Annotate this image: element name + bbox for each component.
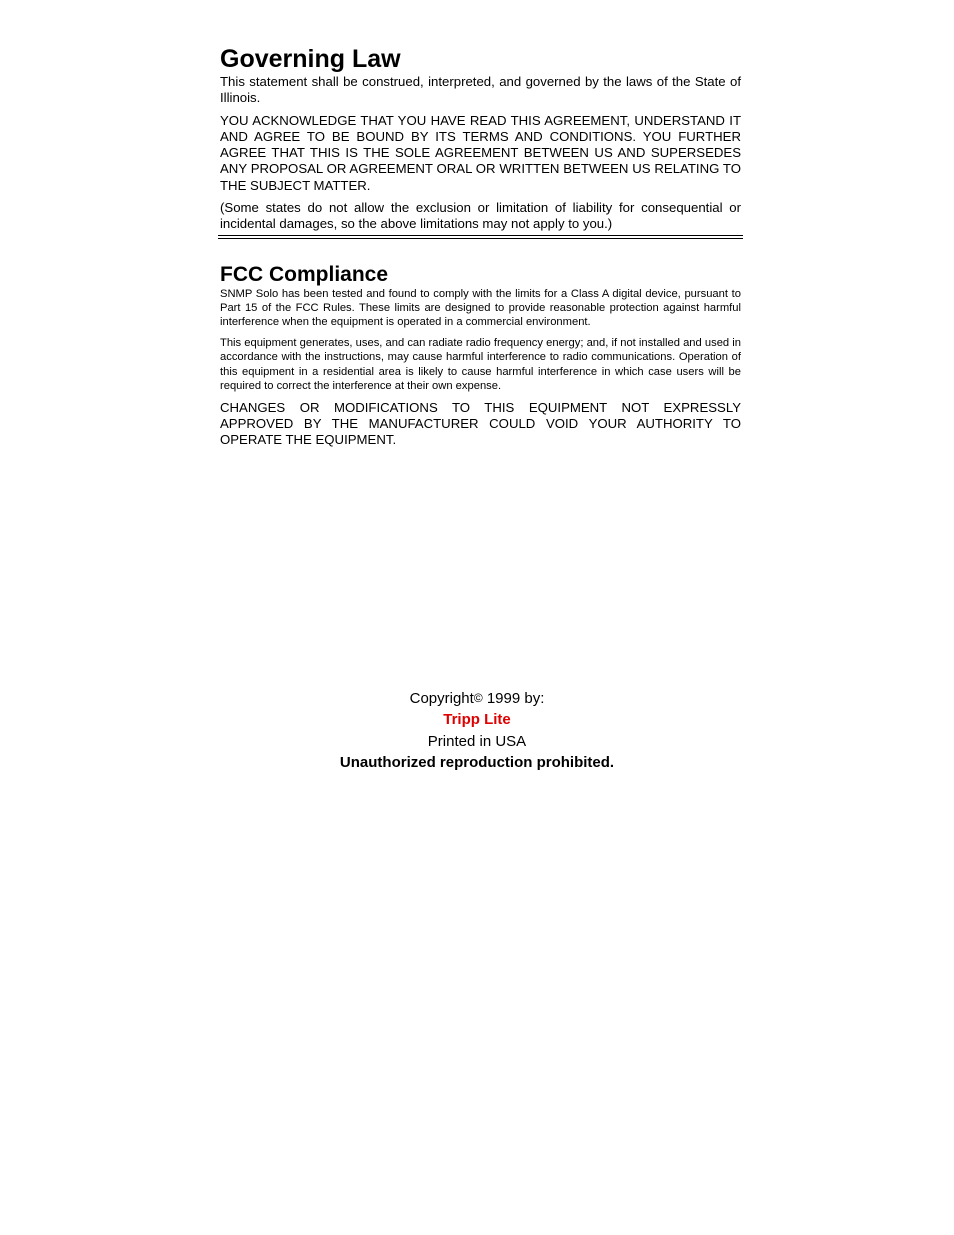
fcc-interference-paragraph: This equipment generates, uses, and can radiate radio frequency energy; and, if not installed and used in accordance with the instructions, may cause harmful interference to radio communications. Operation of this equipment in a residential area is likely to cause harmful interference in which case users will be required to correct the interference at their own expense. [220, 336, 741, 393]
brand-name: Tripp Lite [443, 711, 511, 729]
governing-law-section [220, 44, 741, 239]
copyright-prefix: Copyright [409, 690, 474, 707]
governing-law-heading: Governing Law [220, 45, 401, 73]
copyright-line [0, 688, 954, 709]
governing-law-paragraph: This statement shall be construed, interpreted, and governed by the laws of the State of Illinois. [220, 74, 741, 106]
reproduction-notice: Unauthorized reproduction prohibited. [339, 753, 615, 771]
liability-note-paragraph: (Some states do not allow the exclusion or limitation of liability for consequential or incidental damages, so the above limitations may not apply to you.) [220, 200, 741, 232]
copyright-symbol-icon: © [473, 691, 483, 705]
fcc-compliance-heading: FCC Compliance [220, 262, 389, 286]
copyright-footer [0, 688, 954, 773]
copyright-suffix: 1999 by: [482, 690, 545, 707]
section-divider [218, 235, 743, 239]
fcc-compliance-section [220, 262, 741, 449]
fcc-modifications-paragraph: CHANGES OR MODIFICATIONS TO THIS EQUIPMENT NOT EXPRESSLY APPROVED BY THE MANUFACTURER COULD VOID YOUR AUTHORITY TO OPERATE THE EQUIPMENT. [220, 399, 741, 448]
acknowledgement-paragraph: YOU ACKNOWLEDGE THAT YOU HAVE READ THIS AGREEMENT, UNDERSTAND IT AND AGREE TO BE BOUND BY ITS TERMS AND CONDITIONS. YOU FURTHER AGREE THAT THIS IS THE SOLE AGREEMENT BETWEEN US AND SUPERSEDES ANY PROPOSAL OR AGREEMENT ORAL OR WRITTEN BETWEEN US RELATING TO THE SUBJECT MATTER. [220, 112, 741, 193]
printed-in-line: Printed in USA [427, 732, 527, 750]
document-page [220, 44, 741, 454]
fcc-class-a-paragraph: SNMP Solo has been tested and found to comply with the limits for a Class A digital device, pursuant to Part 15 of the FCC Rules. These limits are designed to provide reasonable protection against harmful interference when the equipment is operated in a commercial environment. [220, 287, 741, 329]
